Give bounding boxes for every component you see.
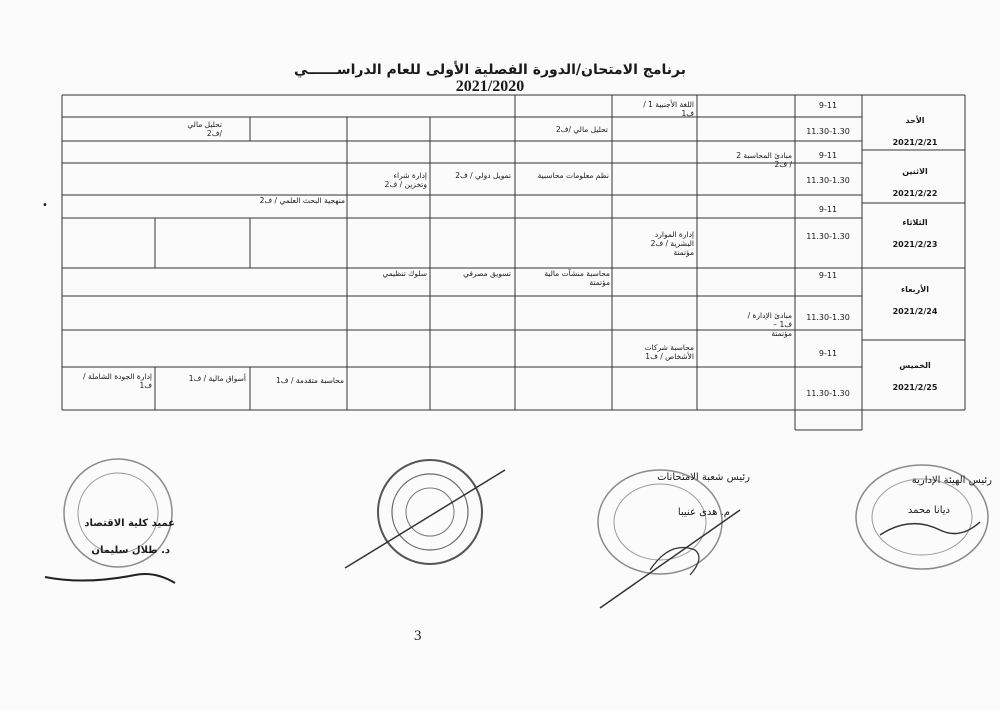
admin-head-title: رئيس الهيئة الإدارية <box>911 475 992 486</box>
day-wednesday <box>880 273 950 328</box>
exams-head-name: م. هدى عنيبا <box>677 507 730 518</box>
time-slot: 11.30-1.30 <box>806 232 850 241</box>
day-date: 2021/2/23 <box>892 240 938 249</box>
exam-entry: اللغة الأجنبية 1 / ف1 <box>643 100 694 118</box>
exam-entry: سلوك تنظيمي <box>382 269 427 278</box>
exam-entry: نظم معلومات محاسبية <box>537 171 609 180</box>
day-date: 2021/2/21 <box>892 138 938 147</box>
page-number: 3 <box>414 628 422 644</box>
day-tuesday <box>880 206 950 261</box>
exam-entry: تمويل دولي / ف2 <box>455 171 511 180</box>
time-slot: 9-11 <box>818 205 838 214</box>
exam-entry: تسويق مصرفي <box>463 269 511 278</box>
day-name: الأحد <box>905 116 925 125</box>
day-name: الثلاثاء <box>902 218 928 227</box>
time-slot: 11.30-1.30 <box>806 127 850 136</box>
exam-entry: إدارة الجودة الشاملة / ف1 <box>83 372 152 390</box>
exam-entry: محاسبة شركات الأشخاص / ف1 <box>644 343 694 361</box>
exam-entry: مبادئ المحاسبة 2 / ف2 <box>736 151 792 169</box>
exam-entry: إدارة الموارد البشرية / ف2 مؤتمتة <box>650 230 694 257</box>
exam-entry: أسواق مالية / ف1 <box>188 374 246 383</box>
exams-stamp <box>590 460 750 620</box>
day-monday <box>880 155 950 210</box>
exam-entry: محاسبة متقدمة / ف1 <box>276 376 344 385</box>
margin-mark: • <box>42 200 48 211</box>
office-stamp <box>340 450 515 580</box>
time-slot: 9-11 <box>818 271 838 280</box>
exam-entry: تحليل مالي /ف2 <box>555 125 608 134</box>
time-slot: 9-11 <box>818 101 838 110</box>
dean-title: عميد كلية الاقتصاد <box>84 518 175 529</box>
day-name: الاثنين <box>902 167 928 176</box>
exam-entry: منهجية البحث العلمي / ف2 <box>259 196 345 205</box>
day-date: 2021/2/24 <box>892 307 938 316</box>
time-slot: 9-11 <box>818 349 838 358</box>
dean-name: د. طلال سليمان <box>91 545 170 556</box>
exam-entry: مبادئ الإدارة / ف1 – مؤتمتة <box>747 311 792 338</box>
page-title <box>270 62 710 96</box>
time-slot: 11.30-1.30 <box>806 389 850 398</box>
day-name: الأربعاء <box>901 285 929 294</box>
exam-entry: تحليل مالي /ف2 <box>187 120 222 138</box>
day-thursday <box>880 349 950 404</box>
title-year: 2021/2020 <box>455 78 525 95</box>
time-slot: 11.30-1.30 <box>806 176 850 185</box>
title-text: برنامج الامتحان/الدورة الفصلية الأولى للعام الدراســــــي <box>293 62 687 78</box>
day-date: 2021/2/22 <box>892 189 938 198</box>
exam-entry: إدارة شراء وتخزين / ف2 <box>384 171 427 189</box>
exams-head-title: رئيس شعبة الامتحانات <box>657 472 750 483</box>
day-name: الخميس <box>899 361 931 370</box>
admin-head-name: ديانا محمد <box>907 505 950 516</box>
time-slot: 9-11 <box>818 151 838 160</box>
day-sunday <box>880 104 950 159</box>
day-date: 2021/2/25 <box>892 383 938 392</box>
exam-entry: محاسبة منشآت مالية مؤتمتة <box>544 269 610 287</box>
time-slot: 11.30-1.30 <box>806 313 850 322</box>
